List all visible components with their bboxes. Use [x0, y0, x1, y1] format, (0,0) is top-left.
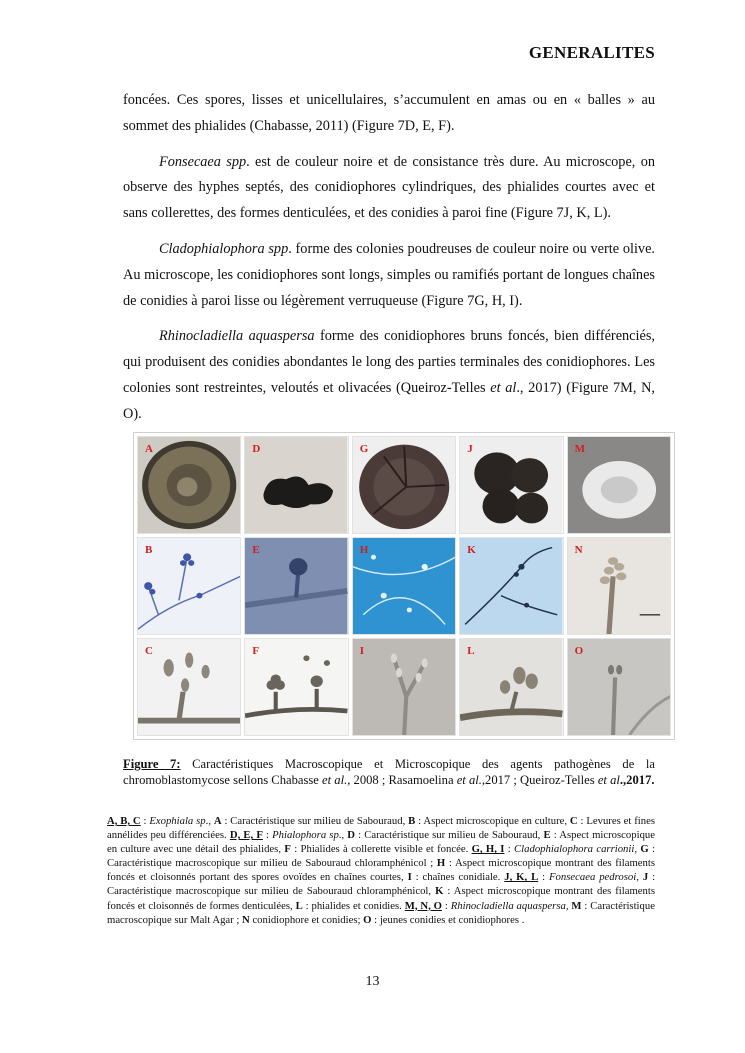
- figure-caption: Figure 7: Caractéristiques Macroscopique et Microscopique des agents pathogènes de la chromoblastomycose sellons Chabasse et al., 2008 ; Rasamoelina et al.,2017 ; Queiroz-Telles et al.,2017.: [123, 757, 655, 787]
- species-name: Cladophialophora spp: [159, 240, 289, 257]
- paragraph-cladophialophora: Cladophialophora spp. forme des colonies poudreuses de couleur noire ou verte olive. Au microscope, les conidiophores sont longs, simples ou ramifiés portant de longues chaînes de conidies à paroi lisse ou légèrement verruqueuse (Figure 7G, H, I).: [123, 240, 655, 309]
- panel-j-fonsecaea-colony: [459, 436, 563, 534]
- panel-label: O: [574, 645, 584, 657]
- panel-label: B: [145, 544, 153, 556]
- panel-label: D: [252, 443, 261, 455]
- panel-n-rhinocladiella-microscopy: [567, 537, 671, 635]
- panel-e-phialophora-microscopy: [244, 537, 348, 635]
- panel-h-cladophialophora-microscopy: [352, 537, 456, 635]
- paragraph-fonsecaea: Fonsecaea spp. est de couleur noire et de consistance très dure. Au microscope, on observe des hyphes septés, des conidiophores cylindriques, des phialides courtes avec et sans collerettes, des formes denticulées, et des conidies à paroi fine (Figure 7J, K, L).: [123, 153, 655, 222]
- panel-o-young-conidia: [567, 638, 671, 736]
- paragraph-rhinocladiella: Rhinocladiella aquaspersa forme des conidiophores bruns foncés, bien différenciés, qui produisent des conidies abondantes le long des parties terminales des conidiophores. Les colonies sont restreintes, veloutés et olivacées (Queiroz-Telles et al., 2017) (Figure 7M, N, O).: [123, 328, 655, 422]
- panel-label: H: [359, 544, 369, 556]
- panel-label: E: [252, 544, 260, 556]
- panel-label: K: [467, 544, 476, 556]
- page-number: 13: [365, 974, 380, 989]
- panel-label: J: [467, 443, 473, 455]
- panel-a-exophiala-colony: [137, 436, 241, 534]
- running-header: GENERALITES: [528, 43, 655, 62]
- legend-group-label: G, H, I: [471, 843, 505, 856]
- panel-label: G: [359, 443, 369, 455]
- panel-k-fonsecaea-microscopy: [459, 537, 563, 635]
- panel-label: A: [145, 443, 153, 455]
- legend-group-label: A, B, C: [107, 815, 141, 827]
- panel-m-rhinocladiella-colony: [567, 436, 671, 534]
- panel-i-conidial-chains: [352, 638, 456, 736]
- species-name: Fonsecaea spp: [159, 153, 247, 170]
- panel-label: L: [467, 645, 475, 657]
- figure-7-panel-grid: [133, 432, 675, 740]
- panel-label: I: [359, 645, 365, 657]
- figure-label: Figure 7:: [123, 757, 181, 771]
- body-text: [123, 88, 655, 438]
- panel-c-exophiala-yeasts: [137, 638, 241, 736]
- panel-b-exophiala-microscopy: [137, 537, 241, 635]
- panel-g-cladophialophora-colony: [352, 436, 456, 534]
- legend-group-label: M, N, O: [404, 899, 442, 912]
- species-name: Rhinocladiella aquaspersa: [159, 328, 315, 345]
- figure-legend: A, B, C : Exophiala sp., A : Caractéristique sur milieu de Sabouraud, B : Aspect microscopique en culture, C : Levures et fines annélides peu différenciées. D, E, F : Phialophora sp., D : Caractéristique sur milieu de Sabouraud, E : Aspect microscopique en culture avec une détail des phialides, F : Phialides à collerette visible et foncée. G, H, I : Cladophialophora carrionii, G : Caractéristique macroscopique sur milieu de Sabouraud chloramphénicol ; H : Aspect microscopique montrant des filaments foncés et cloisonnés portant des spores ovoïdes en chaînes courtes, I : chaînes conidiale. J, K, L : Fonsecaea pedrosoi, J : Caractéristique macroscopique sur milieu de Sabouraud chloramphénicol, K : Aspect microscopique montrant des filaments foncés et cloisonnés de formes denticulées, L : phialides et conidies. M, N, O : Rhinocladiella aquaspersa, M : Caractéristique macroscopique sur Malt Agar ; N conidiophore et conidies; O : jeunes conidies et conidiophores .: [107, 815, 656, 926]
- panel-label: F: [252, 645, 260, 657]
- panel-f-phialophora-phialides: [244, 638, 348, 736]
- panel-label: N: [574, 544, 583, 556]
- panel-l-phialides-conidia: [459, 638, 563, 736]
- panel-d-phialophora-colony: [244, 436, 348, 534]
- panel-label: C: [145, 645, 153, 657]
- legend-group-label: D, E, F: [229, 829, 263, 842]
- paragraph-1: foncées. Ces spores, lisses et unicellulaires, s’accumulent en amas ou en « balles » au sommet des phialides (Chabasse, 2011) (Figure 7D, E, F).: [123, 92, 655, 134]
- panel-label: M: [574, 443, 585, 455]
- legend-group-label: J, K, L: [504, 871, 539, 884]
